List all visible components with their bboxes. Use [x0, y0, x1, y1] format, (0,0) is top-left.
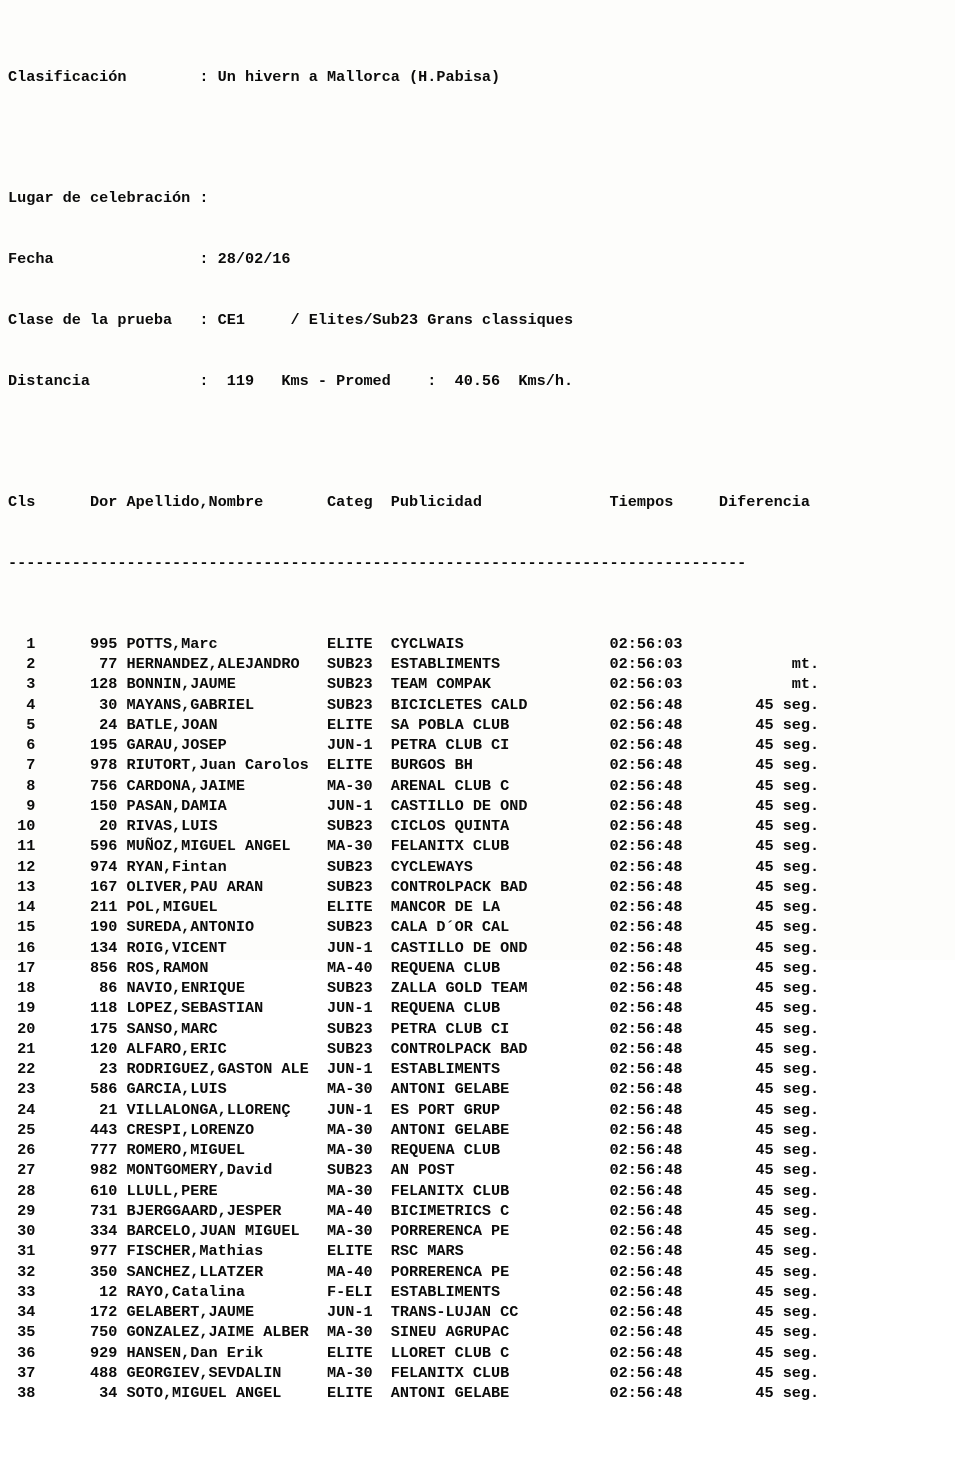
table-row: 24 21 VILLALONGA,LLORENÇ JUN-1 ES PORT GRUP 02:56:48 45 seg. [8, 1100, 820, 1119]
table-row: 7 978 RIUTORT,Juan Carolos ELITE BURGOS BH 02:56:48 45 seg. [8, 756, 820, 775]
table-row: 3 128 BONNIN,JAUME SUB23 TEAM COMPAK 02:56:03 mt. [8, 675, 820, 694]
table-row: 15 190 SUREDA,ANTONIO SUB23 CALA D´OR CAL 02:56:48 45 seg. [8, 918, 820, 937]
distance-text: Distancia : 119 Kms - Promed : 40.56 Kms/h. [8, 371, 574, 390]
terminal-text-block [8, 6, 819, 1464]
table-row: 5 24 BATLE,JOAN ELITE SA POBLA CLUB 02:56:48 45 seg. [8, 715, 820, 734]
distance-line [8, 371, 819, 391]
table-row: 8 756 CARDONA,JAIME MA-30 ARENAL CLUB C 02:56:48 45 seg. [8, 776, 820, 795]
table-row: 34 172 GELABERT,JAUME JUN-1 TRANS-LUJAN CC 02:56:48 45 seg. [8, 1303, 820, 1321]
table-row: 37 488 GEORGIEV,SEVDALIN MA-30 FELANITX CLUB 02:56:48 45 seg. [8, 1363, 820, 1382]
table-row: 13 167 OLIVER,PAU ARAN SUB23 CONTROLPACK BAD 02:56:48 45 seg. [8, 877, 820, 896]
venue-text: Lugar de celebración : [8, 189, 209, 208]
table-row: 2 77 HERNANDEZ,ALEJANDRO SUB23 ESTABLIMENTS 02:56:03 mt. [8, 655, 820, 673]
date-line [8, 249, 819, 269]
table-row: 6 195 GARAU,JOSEP JUN-1 PETRA CLUB CI 02:56:48 45 seg. [8, 736, 820, 754]
table-row: 21 120 ALFARO,ERIC SUB23 CONTROLPACK BAD 02:56:48 45 seg. [8, 1039, 820, 1058]
table-row: 22 23 RODRIGUEZ,GASTON ALE JUN-1 ESTABLIMENTS 02:56:48 45 seg. [8, 1060, 820, 1078]
table-row: 30 334 BARCELO,JUAN MIGUEL MA-30 PORRERENCA PE 02:56:48 45 seg. [8, 1222, 820, 1240]
table-row: 16 134 ROIG,VICENT JUN-1 CASTILLO DE OND 02:56:48 45 seg. [8, 938, 820, 957]
table-row: 23 586 GARCIA,LUIS MA-30 ANTONI GELABE 02:56:48 45 seg. [8, 1080, 820, 1099]
separator-text: --------------------------------------------------------------------------------- [8, 553, 747, 572]
table-row: 35 750 GONZALEZ,JAIME ALBER MA-30 SINEU AGRUPAC 02:56:48 45 seg. [8, 1323, 820, 1342]
report-title-line [8, 67, 819, 87]
table-row: 27 982 MONTGOMERY,David SUB23 AN POST 02:56:48 45 seg. [8, 1161, 820, 1180]
table-row: 12 974 RYAN,Fintan SUB23 CYCLEWAYS 02:56:48 45 seg. [8, 857, 820, 876]
table-row: 14 211 POL,MIGUEL ELITE MANCOR DE LA 02:56:48 45 seg. [8, 898, 820, 916]
table-header-text: Cls Dor Apellido,Nombre Categ Publicidad Tiempos Diferencia [8, 493, 811, 511]
table-header-row [8, 492, 819, 512]
table-row: 9 150 PASAN,DAMIA JUN-1 CASTILLO DE OND 02:56:48 45 seg. [8, 796, 820, 815]
venue-line [8, 188, 819, 208]
table-row: 20 175 SANSO,MARC SUB23 PETRA CLUB CI 02:56:48 45 seg. [8, 1019, 820, 1038]
table-row: 1 995 POTTS,Marc ELITE CYCLWAIS 02:56:03 [8, 634, 820, 653]
report-title-text: Clasificación : Un hivern a Mallorca (H.Pabisa) [8, 67, 501, 86]
table-row: 32 350 SANCHEZ,LLATZER MA-40 PORRERENCA PE 02:56:48 45 seg. [8, 1262, 820, 1281]
spacer-line-2 [8, 431, 819, 451]
race-class-line [8, 310, 819, 330]
table-row: 29 731 BJERGGAARD,JESPER MA-40 BICIMETRICS C 02:56:48 45 seg. [8, 1201, 820, 1220]
table-row: 36 929 HANSEN,Dan Erik ELITE LLORET CLUB C 02:56:48 45 seg. [8, 1343, 820, 1362]
results-table-body [8, 634, 819, 1404]
table-row: 25 443 CRESPI,LORENZO MA-30 ANTONI GELABE 02:56:48 45 seg. [8, 1120, 820, 1139]
table-row: 31 977 FISCHER,Mathias ELITE RSC MARS 02:56:48 45 seg. [8, 1242, 820, 1261]
table-row: 10 20 RIVAS,LUIS SUB23 CICLOS QUINTA 02:56:48 45 seg. [8, 817, 820, 835]
table-row: 28 610 LLULL,PERE MA-30 FELANITX CLUB 02:56:48 45 seg. [8, 1181, 820, 1200]
table-row: 18 86 NAVIO,ENRIQUE SUB23 ZALLA GOLD TEAM 02:56:48 45 seg. [8, 979, 820, 997]
table-row: 11 596 MUÑOZ,MIGUEL ANGEL MA-30 FELANITX CLUB 02:56:48 45 seg. [8, 837, 820, 856]
table-row: 38 34 SOTO,MIGUEL ANGEL ELITE ANTONI GELABE 02:56:48 45 seg. [8, 1384, 820, 1402]
table-row: 17 856 ROS,RAMON MA-40 REQUENA CLUB 02:56:48 45 seg. [8, 958, 820, 977]
spacer-line [8, 128, 819, 148]
table-row: 33 12 RAYO,Catalina F-ELI ESTABLIMENTS 02:56:48 45 seg. [8, 1282, 820, 1301]
race-class-text: Clase de la prueba : CE1 / Elites/Sub23 Grans classiques [8, 310, 574, 329]
table-row: 26 777 ROMERO,MIGUEL MA-30 REQUENA CLUB 02:56:48 45 seg. [8, 1141, 820, 1159]
table-row: 19 118 LOPEZ,SEBASTIAN JUN-1 REQUENA CLUB 02:56:48 45 seg. [8, 999, 820, 1018]
table-row: 4 30 MAYANS,GABRIEL SUB23 BICICLETES CALD 02:56:48 45 seg. [8, 695, 820, 714]
header-separator [8, 553, 819, 573]
date-text: Fecha : 28/02/16 [8, 250, 291, 268]
